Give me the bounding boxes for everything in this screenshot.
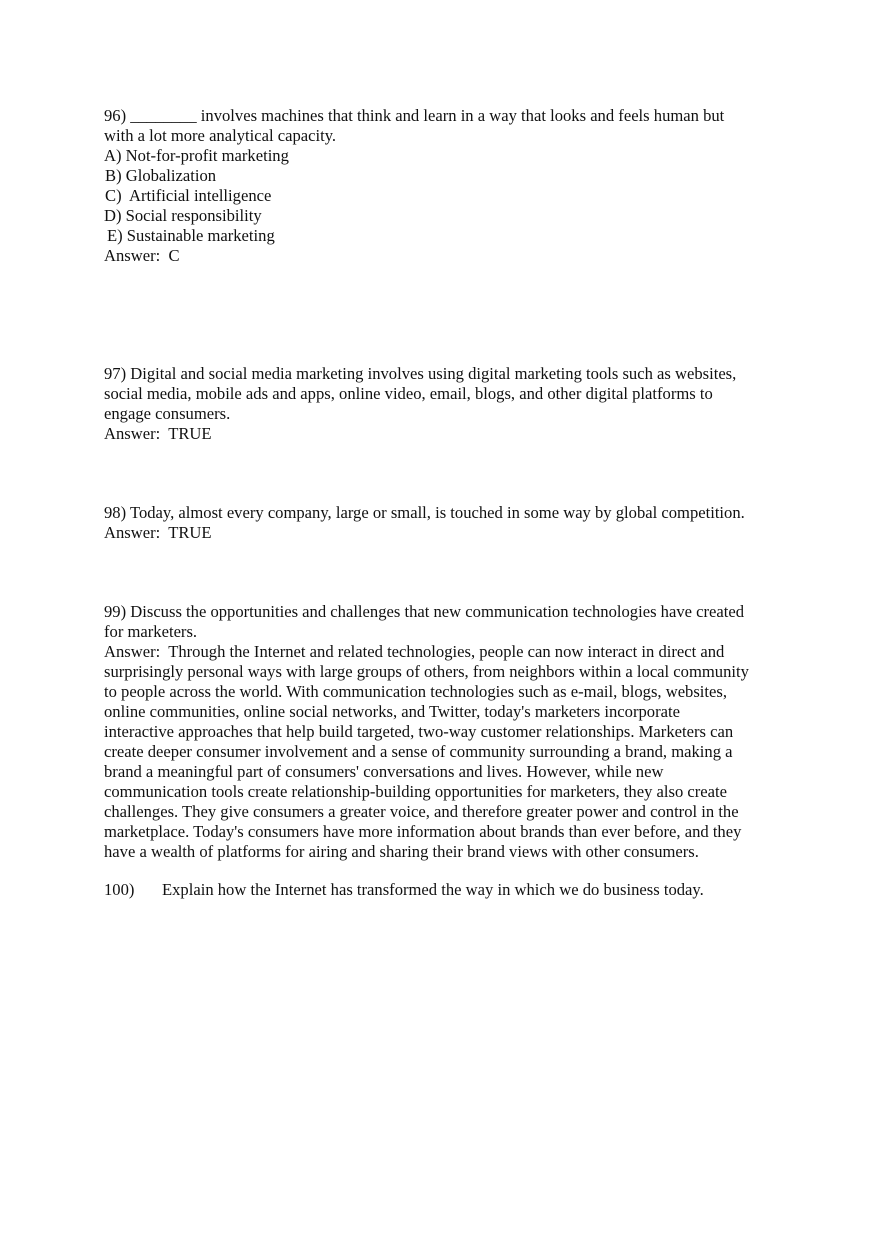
q96-option-a: A) Not-for-profit marketing [104, 146, 289, 165]
q99-line-1: 99) Discuss the opportunities and challenges that new communication technologies have created [104, 602, 745, 621]
q99-answer-line-3: to people across the world. With communication technologies such as e-mail, blogs, websites, [104, 682, 728, 701]
q97-line-1: 97) Digital and social media marketing involves using digital marketing tools such as websites, [104, 364, 737, 383]
q99-answer-line-8: communication tools create relationship-building opportunities for marketers, they also create [104, 782, 727, 801]
q99-answer-line-2: surprisingly personal ways with large groups of others, from neighbors within a local community [104, 662, 749, 681]
q99-answer-line-7: brand a meaningful part of consumers' conversations and lives. However, while new [104, 762, 664, 781]
q96-option-e: E) Sustainable marketing [107, 226, 275, 245]
q96-option-b: B) Globalization [105, 166, 217, 185]
q99-line-2: for marketers. [104, 622, 198, 641]
q98-line: 98) Today, almost every company, large or small, is touched in some way by global competition. [104, 503, 745, 522]
q96-answer: Answer: C [104, 246, 180, 265]
q99-answer-line-9: challenges. They give consumers a greater voice, and therefore greater power and control in the [104, 802, 739, 821]
q100-number: 100) [104, 880, 135, 899]
q99-answer-line-6: create deeper consumer involvement and a sense of community surrounding a brand, making a [104, 742, 733, 761]
q96-stem-line-1: 96) ________ involves machines that think and learn in a way that looks and feels human but [104, 106, 725, 125]
q99-answer-line-5: interactive approaches that help build targeted, two-way customer relationships. Marketers can [104, 722, 734, 741]
q97-line-2: social media, mobile ads and apps, online video, email, blogs, and other digital platforms to [104, 384, 713, 403]
q98-answer: Answer: TRUE [104, 523, 212, 542]
q100-text: Explain how the Internet has transformed the way in which we do business today. [162, 880, 704, 899]
q97-line-3: engage consumers. [104, 404, 231, 423]
q99-answer-line-4: online communities, online social networks, and Twitter, today's marketers incorporate [104, 702, 680, 721]
q96-option-d: D) Social responsibility [104, 206, 262, 225]
q99-answer-line-11: have a wealth of platforms for airing and sharing their brand views with other consumers. [104, 842, 699, 861]
q97-answer: Answer: TRUE [104, 424, 212, 443]
q99-answer-line-10: marketplace. Today's consumers have more information about brands than ever before, and they [104, 822, 742, 841]
q99-answer-line-1: Answer: Through the Internet and related technologies, people can now interact in direct and [104, 642, 725, 661]
q96-stem-line-2: with a lot more analytical capacity. [104, 126, 337, 145]
q96-option-c: C) Artificial intelligence [105, 186, 272, 205]
